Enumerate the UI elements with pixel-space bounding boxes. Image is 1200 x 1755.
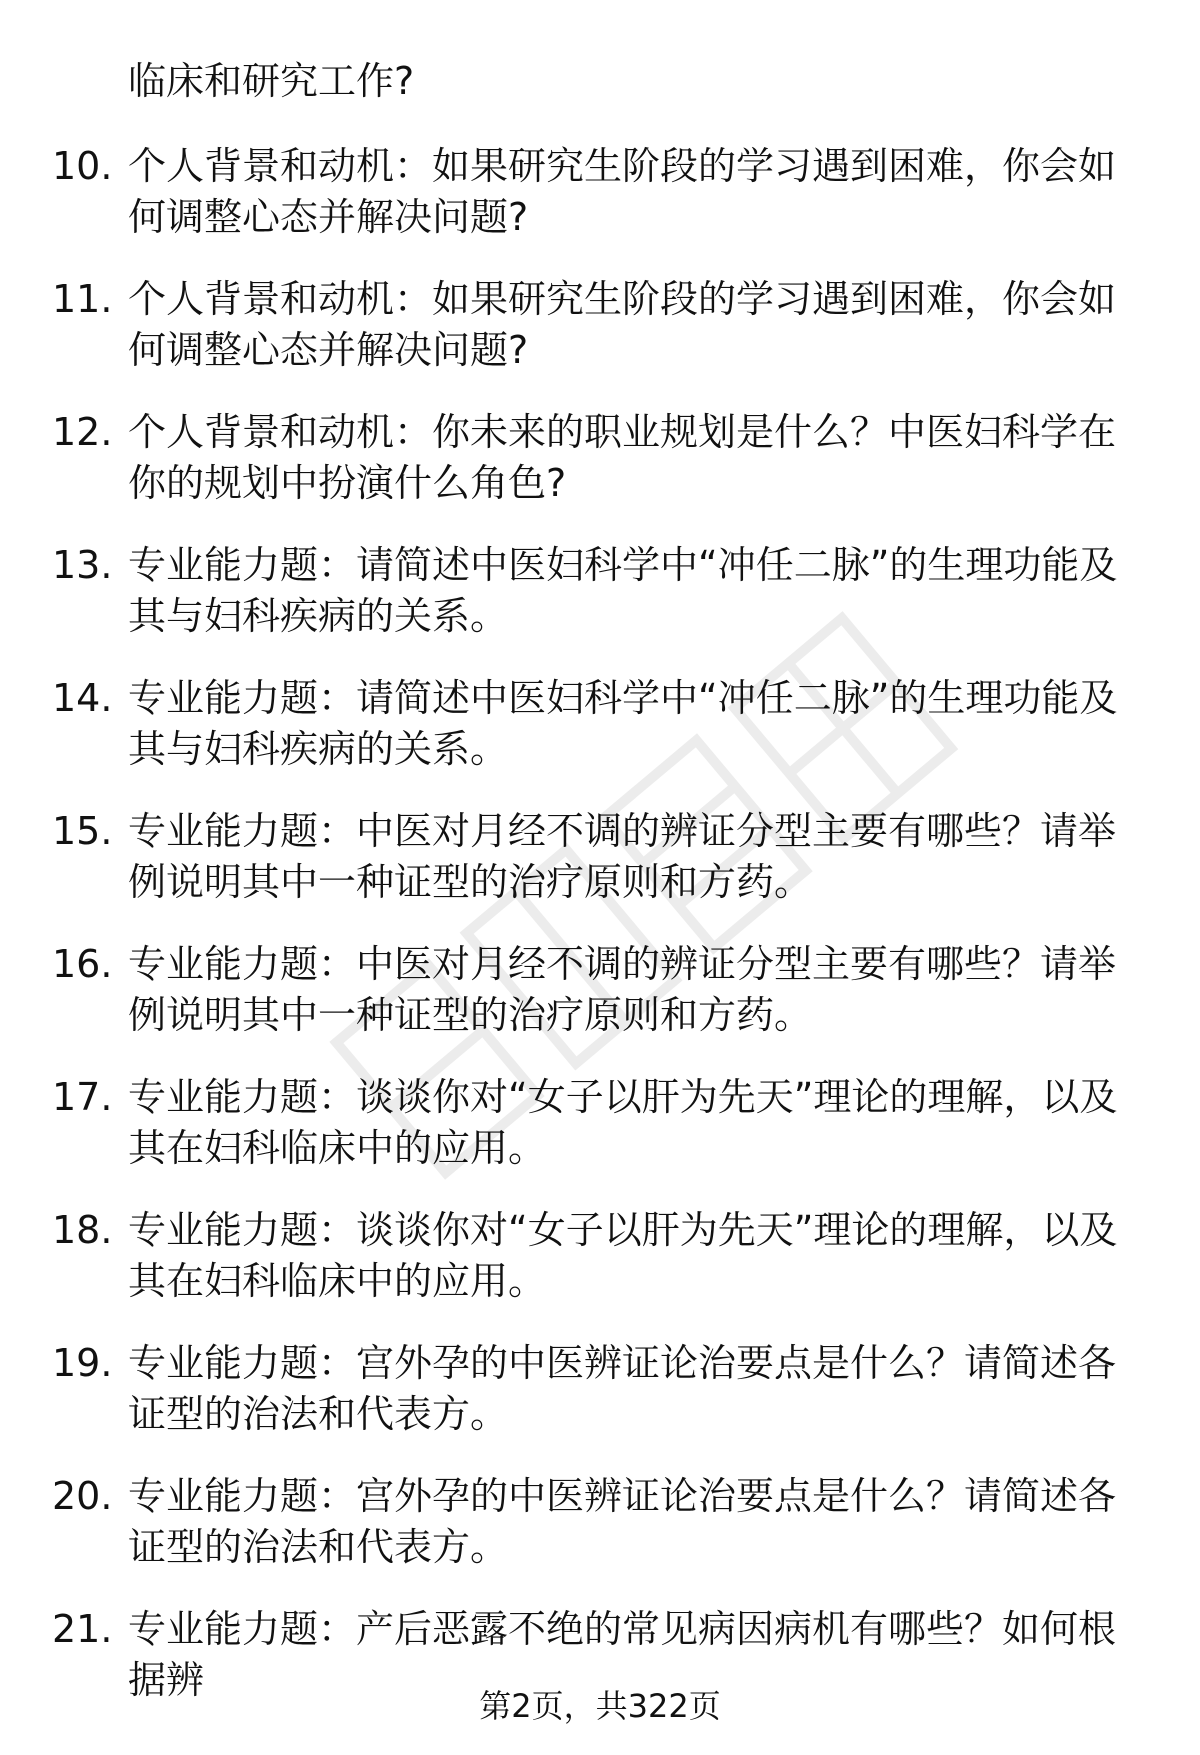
- question-number: 21.: [52, 1607, 113, 1651]
- question-number: 15.: [52, 809, 113, 853]
- question-number: 19.: [52, 1341, 113, 1385]
- question-list: [0, 141, 1200, 1737]
- question-item-11: [0, 274, 1200, 407]
- question-text: 专业能力题：中医对月经不调的辨证分型主要有哪些？请举例说明其中一种证型的治疗原则和方药。: [128, 809, 1117, 904]
- question-text: 个人背景和动机：如果研究生阶段的学习遇到困难，你会如何调整心态并解决问题?: [128, 277, 1117, 372]
- question-number: 18.: [52, 1208, 113, 1252]
- question-item-20: [0, 1471, 1200, 1604]
- question-item-12: [0, 407, 1200, 540]
- question-number: 11.: [52, 277, 113, 321]
- question-number: 17.: [52, 1075, 113, 1119]
- question-item-10: [0, 141, 1200, 274]
- question-text: 专业能力题：请简述中医妇科学中“冲任二脉”的生理功能及其与妇科疾病的关系。: [128, 676, 1118, 771]
- question-item-14: [0, 673, 1200, 806]
- question-number: 20.: [52, 1474, 113, 1518]
- question-item-15: [0, 806, 1200, 939]
- question-number: 10.: [52, 144, 113, 188]
- question-number: 12.: [52, 410, 113, 454]
- question-item-17: [0, 1072, 1200, 1205]
- question-item-16: [0, 939, 1200, 1072]
- continued-question-text: 临床和研究工作?: [128, 59, 415, 103]
- question-text: 专业能力题：宫外孕的中医辨证论治要点是什么？请简述各证型的治法和代表方。: [128, 1341, 1117, 1436]
- question-text: 专业能力题：谈谈你对“女子以肝为先天”理论的理解，以及其在妇科临床中的应用。: [128, 1075, 1118, 1170]
- question-number: 16.: [52, 942, 113, 986]
- question-text: 专业能力题：宫外孕的中医辨证论治要点是什么？请简述各证型的治法和代表方。: [128, 1474, 1117, 1569]
- question-item-19: [0, 1338, 1200, 1471]
- question-text: 个人背景和动机：如果研究生阶段的学习遇到困难，你会如何调整心态并解决问题?: [128, 144, 1117, 239]
- question-number: 14.: [52, 676, 113, 720]
- question-item-18: [0, 1205, 1200, 1338]
- question-text: 专业能力题：谈谈你对“女子以肝为先天”理论的理解，以及其在妇科临床中的应用。: [128, 1208, 1118, 1303]
- question-text: 个人背景和动机：你未来的职业规划是什么？中医妇科学在你的规划中扮演什么角色?: [128, 410, 1117, 505]
- question-text: 专业能力题：产后恶露不绝的常见病因病机有哪些？如何根据辨: [128, 1607, 1117, 1702]
- question-item-13: [0, 540, 1200, 673]
- question-text: 专业能力题：中医对月经不调的辨证分型主要有哪些？请举例说明其中一种证型的治疗原则和方药。: [128, 942, 1117, 1037]
- question-number: 13.: [52, 543, 113, 587]
- question-text: 专业能力题：请简述中医妇科学中“冲任二脉”的生理功能及其与妇科疾病的关系。: [128, 543, 1118, 638]
- page-number-footer: 第2页，共322页: [479, 1687, 721, 1725]
